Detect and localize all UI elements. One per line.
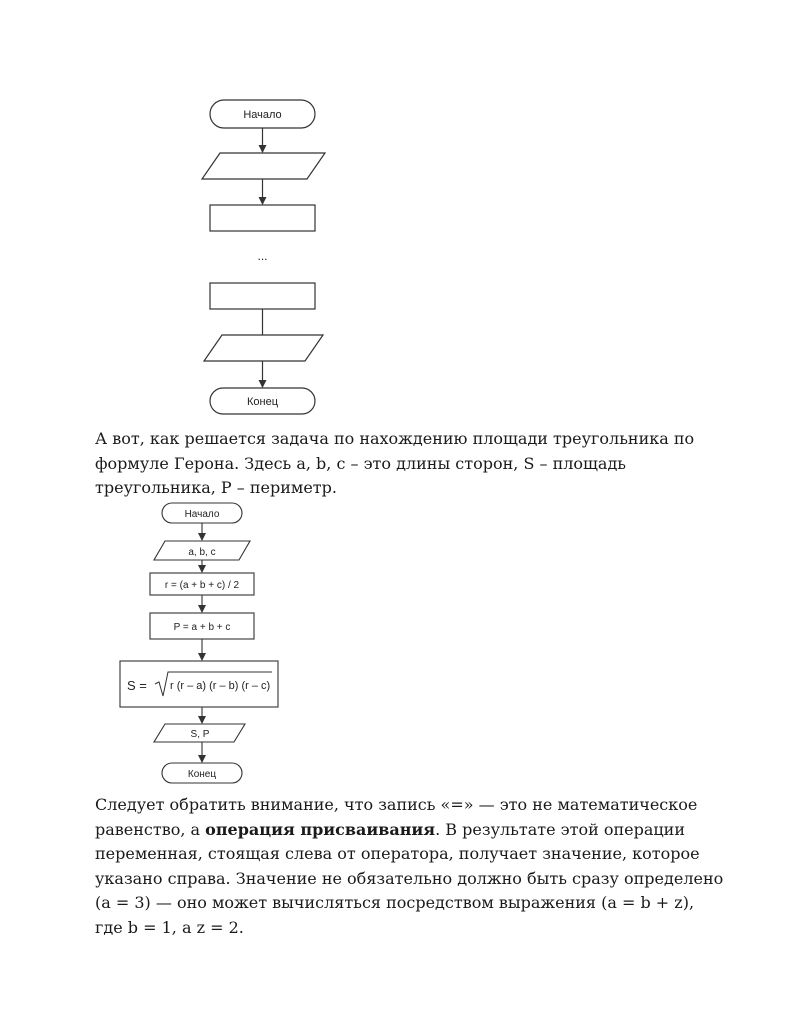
input-label: a, b, c [188,547,216,558]
end-label: Конец [246,396,279,408]
paragraph-text: . В результате этой операции переменная, стоящая слева от оператора, получает значение, которое указано справа. Значение не обязательно должно быть сразу определено (a = 3) — оно может вычисляться посредством выражения (a = b + z), где b = 1, а z = 2. [95,819,724,937]
paragraph-assignment-note [95,793,725,940]
paragraph-heron-intro: А вот, как решается задача по нахождению площади треугольника по формуле Герона. Здесь a, b, c – это длины сторон, S – площадь треугольника, P – периметр. [95,429,695,497]
area-formula-prefix: S = [127,678,147,693]
process-box [210,205,315,231]
output-label: S, P [190,729,210,740]
start-label: Начало [184,509,220,520]
bold-term-assignment: операция присваивания [205,819,436,839]
start-label: Начало [243,109,282,121]
generic-flowchart [195,95,335,425]
perimeter-formula: P = a + b + c [173,622,231,633]
heron-flowchart [115,500,285,790]
output-parallelogram [204,335,323,361]
end-label: Конец [187,769,217,780]
area-formula-radicand: r (r – a) (r – b) (r – c) [170,680,271,692]
input-parallelogram [202,153,325,179]
ellipsis: ... [257,249,268,263]
paragraph-text: Следует обратить внимание, что запись «=» — это не математическое равенство, а [95,795,698,839]
process-box [210,283,315,309]
semiperimeter-formula: r = (a + b + c) / 2 [164,580,240,591]
